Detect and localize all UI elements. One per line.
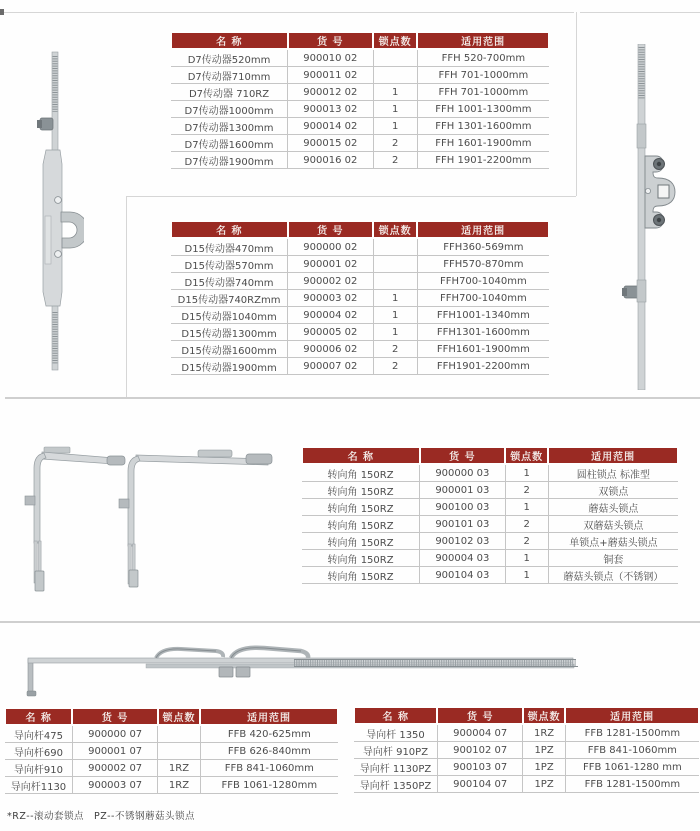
table-cell: FFB 1061-1280mm <box>200 777 338 794</box>
table-cell <box>373 67 417 84</box>
table-cell: 900004 07 <box>437 724 522 742</box>
column-header: 锁点数 <box>158 708 200 725</box>
table-row <box>5 777 338 794</box>
table-row <box>354 776 699 793</box>
column-header: 适用范围 <box>565 707 699 724</box>
table-cell <box>158 743 200 760</box>
table-row <box>354 742 699 759</box>
table-cell: D7传动器 710RZ <box>171 84 288 101</box>
table-cell: 2 <box>373 152 417 169</box>
table-row <box>171 290 549 307</box>
table-cell: 2 <box>505 533 548 550</box>
table-header-row <box>302 447 678 464</box>
table-cell: 900010 02 <box>288 49 373 67</box>
d15-drive-illustration <box>620 44 682 390</box>
table-cell: 900000 03 <box>420 464 505 482</box>
table-cell: 900015 02 <box>288 135 373 152</box>
column-header: 适用范围 <box>200 708 338 725</box>
table-cell: FFH1301-1600mm <box>417 324 549 341</box>
table-cell: 900016 02 <box>288 152 373 169</box>
corner-drive-photo-1 <box>22 443 128 593</box>
table-cell: FFH 1301-1600mm <box>417 118 549 135</box>
table-cell: 2 <box>505 482 548 499</box>
table-cell: 导向杆 910PZ <box>354 742 437 759</box>
column-header: 适用范围 <box>548 447 678 464</box>
table-cell: 单锁点+蘑菇头锁点 <box>548 533 678 550</box>
corner-drive-photo-2 <box>118 448 280 588</box>
table-cell: 900012 02 <box>288 84 373 101</box>
table-cell: 导向杆910 <box>5 760 72 777</box>
column-header: 适用范围 <box>417 221 549 238</box>
table-cell: 900001 03 <box>420 482 505 499</box>
table-cell: 900013 02 <box>288 101 373 118</box>
frame-line-top-left <box>4 12 574 13</box>
guide-rod-photo <box>16 645 584 705</box>
table-cell: FFB 420-625mm <box>200 725 338 743</box>
table-cell: 导向杆 1130PZ <box>354 759 437 776</box>
table-cell: D15传动器740mm <box>171 273 288 290</box>
table-cell: 2 <box>505 516 548 533</box>
table-row <box>302 533 678 550</box>
table-cell: FFH700-1040mm <box>417 273 549 290</box>
table-cell: D7传动器1000mm <box>171 101 288 118</box>
table-cell: D15传动器470mm <box>171 238 288 256</box>
table-cell: 2 <box>373 341 417 358</box>
table-row <box>302 482 678 499</box>
table-cell: 900002 07 <box>72 760 158 777</box>
table-cell: 蘑菇头锁点（不锈钢） <box>548 567 678 584</box>
table-cell: FFH 1901-2200mm <box>417 152 549 169</box>
table-cell: 1RZ <box>158 777 200 794</box>
table-cell: 转向角 150RZ <box>302 567 420 584</box>
table-cell: 铜套 <box>548 550 678 567</box>
table-row <box>5 743 338 760</box>
table-cell: 900004 02 <box>288 307 373 324</box>
table-cell: 900001 02 <box>288 256 373 273</box>
table-cell: 900005 02 <box>288 324 373 341</box>
table-row <box>302 567 678 584</box>
legend-footnote: *RZ--滚动套锁点 PZ--不锈钢蘑菇头锁点 <box>7 811 195 822</box>
table-row <box>171 238 549 256</box>
table-cell: D7传动器520mm <box>171 49 288 67</box>
table-cell: FFH1601-1900mm <box>417 341 549 358</box>
table-cell: 1 <box>373 307 417 324</box>
frame-line-left-vertical <box>126 196 127 398</box>
table-cell: D7传动器1600mm <box>171 135 288 152</box>
table-row <box>171 135 549 152</box>
table-cell: 900000 07 <box>72 725 158 743</box>
table-cell: 导向杆 1350 <box>354 724 437 742</box>
table-cell <box>373 238 417 256</box>
table-cell: D15传动器570mm <box>171 256 288 273</box>
guide-rod-table-right <box>353 706 700 793</box>
table-cell: 转向角 150RZ <box>302 550 420 567</box>
table-cell: 1 <box>373 324 417 341</box>
column-header: 适用范围 <box>417 32 549 49</box>
table-cell: FFB 1281-1500mm <box>565 776 699 793</box>
table-cell <box>373 256 417 273</box>
column-header: 锁点数 <box>373 221 417 238</box>
d7-espagnolette-drive-photo <box>28 50 84 372</box>
table-row <box>171 84 549 101</box>
d7-drive-table <box>170 31 550 169</box>
table-cell: 转向角 150RZ <box>302 482 420 499</box>
table-cell: D15传动器1600mm <box>171 341 288 358</box>
table-cell: FFH570-870mm <box>417 256 549 273</box>
table-cell: 900002 02 <box>288 273 373 290</box>
table-cell: 1PZ <box>523 759 565 776</box>
d15-espagnolette-drive-photo <box>620 44 682 390</box>
column-header: 货 号 <box>72 708 158 725</box>
frame-line-right-vertical <box>576 12 577 196</box>
table-row <box>171 341 549 358</box>
table-cell: D15传动器1040mm <box>171 307 288 324</box>
table-cell: FFH 701-1000mm <box>417 84 549 101</box>
column-header: 名 称 <box>171 32 288 49</box>
table-cell: 1 <box>505 464 548 482</box>
table-cell: FFB 626-840mm <box>200 743 338 760</box>
table-header-row <box>171 221 549 238</box>
table-cell: 转向角 150RZ <box>302 464 420 482</box>
table-cell: FFH 701-1000mm <box>417 67 549 84</box>
table-cell: 900006 02 <box>288 341 373 358</box>
column-header: 锁点数 <box>373 32 417 49</box>
frame-line-top-right <box>580 12 700 13</box>
table-row <box>171 358 549 375</box>
corner-drive-illustration-2 <box>118 448 280 588</box>
table-cell: FFH1901-2200mm <box>417 358 549 375</box>
table-cell: 导向杆1130 <box>5 777 72 794</box>
corner-drive-illustration-1 <box>22 443 128 593</box>
column-header: 名 称 <box>171 221 288 238</box>
table-row <box>171 324 549 341</box>
table-cell: 1PZ <box>523 776 565 793</box>
table-cell: 蘑菇头锁点 <box>548 499 678 516</box>
table-cell: 1 <box>505 567 548 584</box>
table-cell: 900000 02 <box>288 238 373 256</box>
table-row <box>302 516 678 533</box>
table-cell <box>158 725 200 743</box>
corner-drive-table <box>301 446 679 584</box>
table-row <box>171 67 549 84</box>
table-cell: FFB 841-1060mm <box>200 760 338 777</box>
table-row <box>171 49 549 67</box>
table-row <box>171 118 549 135</box>
table-cell: 2 <box>373 135 417 152</box>
table-cell <box>373 49 417 67</box>
column-header: 货 号 <box>420 447 505 464</box>
table-row <box>171 307 549 324</box>
table-cell: 1 <box>373 84 417 101</box>
d7-drive-illustration <box>28 50 84 372</box>
table-cell: 1 <box>505 550 548 567</box>
table-cell: 2 <box>373 358 417 375</box>
table-cell: 1 <box>373 101 417 118</box>
table-cell: FFH1001-1340mm <box>417 307 549 324</box>
table-cell: 1 <box>505 499 548 516</box>
table-row <box>171 101 549 118</box>
table-cell: 900104 03 <box>420 567 505 584</box>
table-cell: 转向角 150RZ <box>302 516 420 533</box>
table-cell: D15传动器740RZmm <box>171 290 288 307</box>
column-header: 名 称 <box>302 447 420 464</box>
table-cell: D7传动器710mm <box>171 67 288 84</box>
table-row <box>354 759 699 776</box>
table-cell: 1PZ <box>523 742 565 759</box>
table-cell: 圆柱锁点 标准型 <box>548 464 678 482</box>
table-cell: FFH 520-700mm <box>417 49 549 67</box>
table-cell: FFH 1601-1900mm <box>417 135 549 152</box>
table-cell: D7传动器1900mm <box>171 152 288 169</box>
section-divider-line-2 <box>0 621 700 623</box>
table-cell: D15传动器1900mm <box>171 358 288 375</box>
table-cell: 双蘑菇头锁点 <box>548 516 678 533</box>
section-divider-line-1 <box>5 397 700 399</box>
column-header: 锁点数 <box>523 707 565 724</box>
table-cell: 1 <box>373 290 417 307</box>
column-header: 货 号 <box>288 32 373 49</box>
table-row <box>302 550 678 567</box>
table-row <box>302 464 678 482</box>
table-cell: 900011 02 <box>288 67 373 84</box>
table-cell: FFB 1061-1280 mm <box>565 759 699 776</box>
table-cell: 导向杆475 <box>5 725 72 743</box>
table-row <box>171 256 549 273</box>
table-cell: D15传动器1300mm <box>171 324 288 341</box>
table-cell: D7传动器1300mm <box>171 118 288 135</box>
table-cell: 900100 03 <box>420 499 505 516</box>
table-cell: 900102 03 <box>420 533 505 550</box>
table-cell: 双锁点 <box>548 482 678 499</box>
table-cell: 900004 03 <box>420 550 505 567</box>
table-row <box>354 724 699 742</box>
table-cell: 转向角 150RZ <box>302 533 420 550</box>
table-cell: FFH700-1040mm <box>417 290 549 307</box>
table-cell: FFB 1281-1500mm <box>565 724 699 742</box>
table-row <box>171 152 549 169</box>
table-cell: 导向杆690 <box>5 743 72 760</box>
table-cell: FFH 1001-1300mm <box>417 101 549 118</box>
table-header-row <box>5 708 338 725</box>
column-header: 货 号 <box>437 707 522 724</box>
table-cell <box>373 273 417 290</box>
table-cell: 900003 07 <box>72 777 158 794</box>
table-cell: 900103 07 <box>437 759 522 776</box>
table-row <box>171 273 549 290</box>
table-cell: 1 <box>373 118 417 135</box>
table-cell: 1RZ <box>158 760 200 777</box>
table-header-row <box>354 707 699 724</box>
column-header: 货 号 <box>288 221 373 238</box>
table-cell: 900007 02 <box>288 358 373 375</box>
table-cell: 900102 07 <box>437 742 522 759</box>
table-cell: 900014 02 <box>288 118 373 135</box>
table-cell: 900101 03 <box>420 516 505 533</box>
column-header: 锁点数 <box>505 447 548 464</box>
table-row <box>5 760 338 777</box>
table-cell: 900003 02 <box>288 290 373 307</box>
guide-rod-illustration <box>16 645 584 705</box>
d15-drive-table <box>170 220 550 375</box>
table-cell: FFH360-569mm <box>417 238 549 256</box>
table-cell: 900104 07 <box>437 776 522 793</box>
table-cell: 1RZ <box>523 724 565 742</box>
table-cell: 900001 07 <box>72 743 158 760</box>
table-row <box>5 725 338 743</box>
table-header-row <box>171 32 549 49</box>
frame-line-mid-horizontal <box>126 196 576 197</box>
table-cell: 导向杆 1350PZ <box>354 776 437 793</box>
column-header: 名 称 <box>5 708 72 725</box>
table-row <box>302 499 678 516</box>
guide-rod-table-left <box>4 707 339 794</box>
table-cell: FFB 841-1060mm <box>565 742 699 759</box>
table-cell: 转向角 150RZ <box>302 499 420 516</box>
column-header: 名 称 <box>354 707 437 724</box>
